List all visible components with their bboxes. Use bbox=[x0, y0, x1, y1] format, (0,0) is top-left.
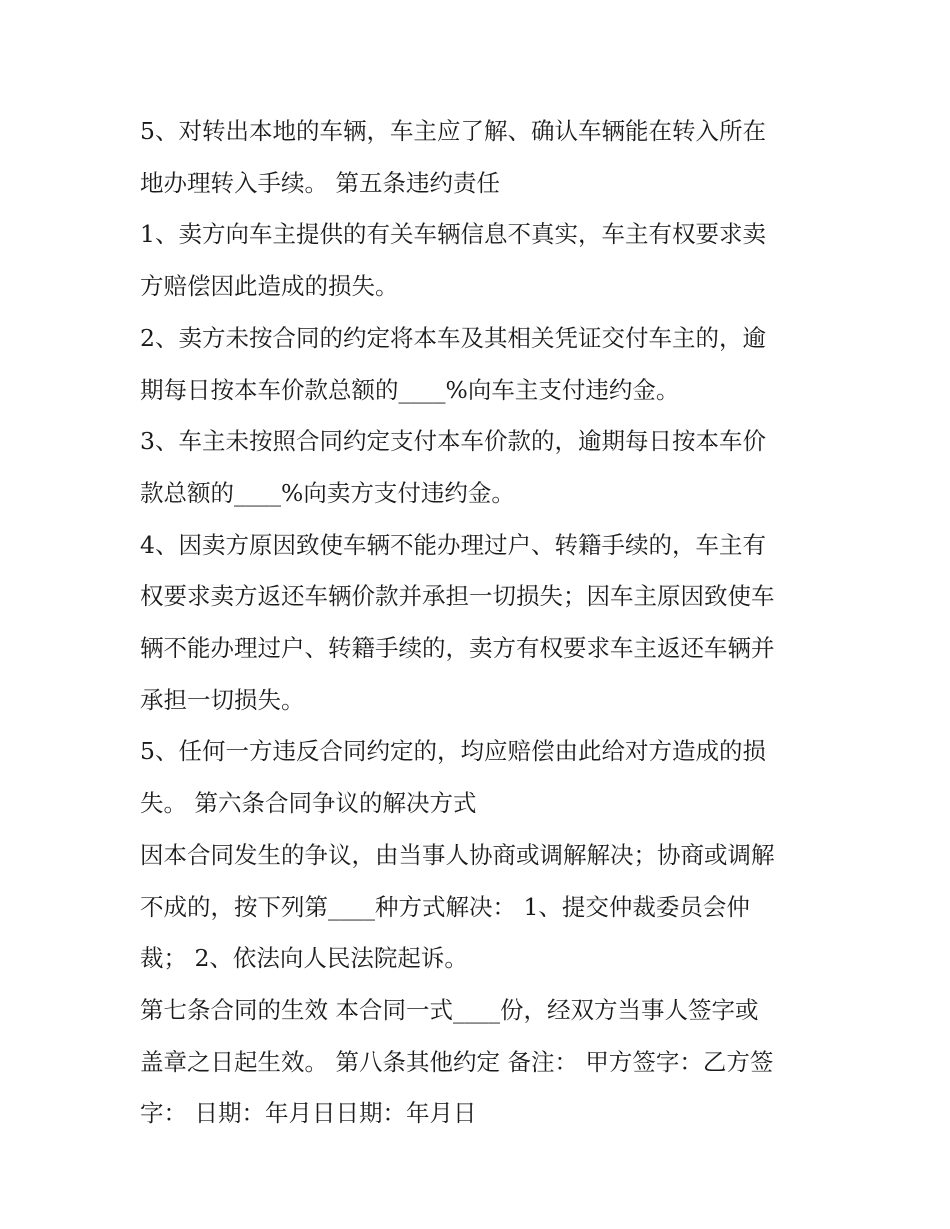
clause-6-dispute bbox=[140, 830, 820, 985]
text-line: 裁； 2、依法向人民法院起诉。 bbox=[140, 944, 468, 973]
clause-5-item-1 bbox=[140, 209, 820, 312]
text-line: 方赔偿因此造成的损失。 bbox=[140, 272, 399, 301]
clause-5-item-4 bbox=[140, 520, 820, 727]
clause-5-item-2 bbox=[140, 313, 820, 416]
text-line: 权要求卖方返还车辆价款并承担一切损失；因车主原因致使车 bbox=[140, 582, 775, 611]
text-line: 5、对转出本地的车辆，车主应了解、确认车辆能在转入所在 bbox=[140, 117, 766, 145]
document-body bbox=[140, 106, 820, 1140]
clause-5-item-3 bbox=[140, 416, 820, 519]
clause-5-item-5 bbox=[140, 726, 820, 829]
text-line: 1、卖方向车主提供的有关车辆信息不真实，车主有权要求卖 bbox=[140, 220, 766, 249]
text-line: 因本合同发生的争议，由当事人协商或调解解决；协商或调解 bbox=[140, 840, 775, 869]
text-line: 款总额的____%向卖方支付违约金。 bbox=[140, 478, 515, 507]
text-line: 不成的，按下列第____种方式解决： 1、提交仲裁委员会仲 bbox=[140, 892, 750, 921]
clause-4-item-5 bbox=[140, 106, 820, 209]
text-line: 4、因卖方原因致使车辆不能办理过户、转籍手续的，车主有 bbox=[140, 530, 766, 559]
text-line: 地办理转入手续。 第五条违约责任 bbox=[140, 168, 500, 197]
text-line: 盖章之日起生效。 第八条其他约定 备注： 甲方签字：乙方签 bbox=[140, 1047, 774, 1076]
text-line: 第七条合同的生效 本合同一式____份，经双方当事人签字或 bbox=[140, 995, 759, 1024]
text-line: 5、任何一方违反合同约定的，均应赔偿由此给对方造成的损 bbox=[140, 737, 766, 766]
text-line: 3、车主未按照合同约定支付本车价款的，逾期每日按本车价 bbox=[140, 427, 766, 456]
clause-7-8-signatures bbox=[140, 985, 820, 1140]
text-line: 2、卖方未按合同的约定将本车及其相关凭证交付车主的，逾 bbox=[140, 323, 766, 352]
text-line: 失。 第六条合同争议的解决方式 bbox=[140, 789, 477, 818]
text-line: 期每日按本车价款总额的____%向车主支付违约金。 bbox=[140, 375, 680, 404]
text-line: 字： 日期：年月日日期：年月日 bbox=[140, 1099, 477, 1128]
text-line: 辆不能办理过户、转籍手续的，卖方有权要求车主返还车辆并 bbox=[140, 634, 775, 663]
text-line: 承担一切损失。 bbox=[140, 685, 305, 714]
